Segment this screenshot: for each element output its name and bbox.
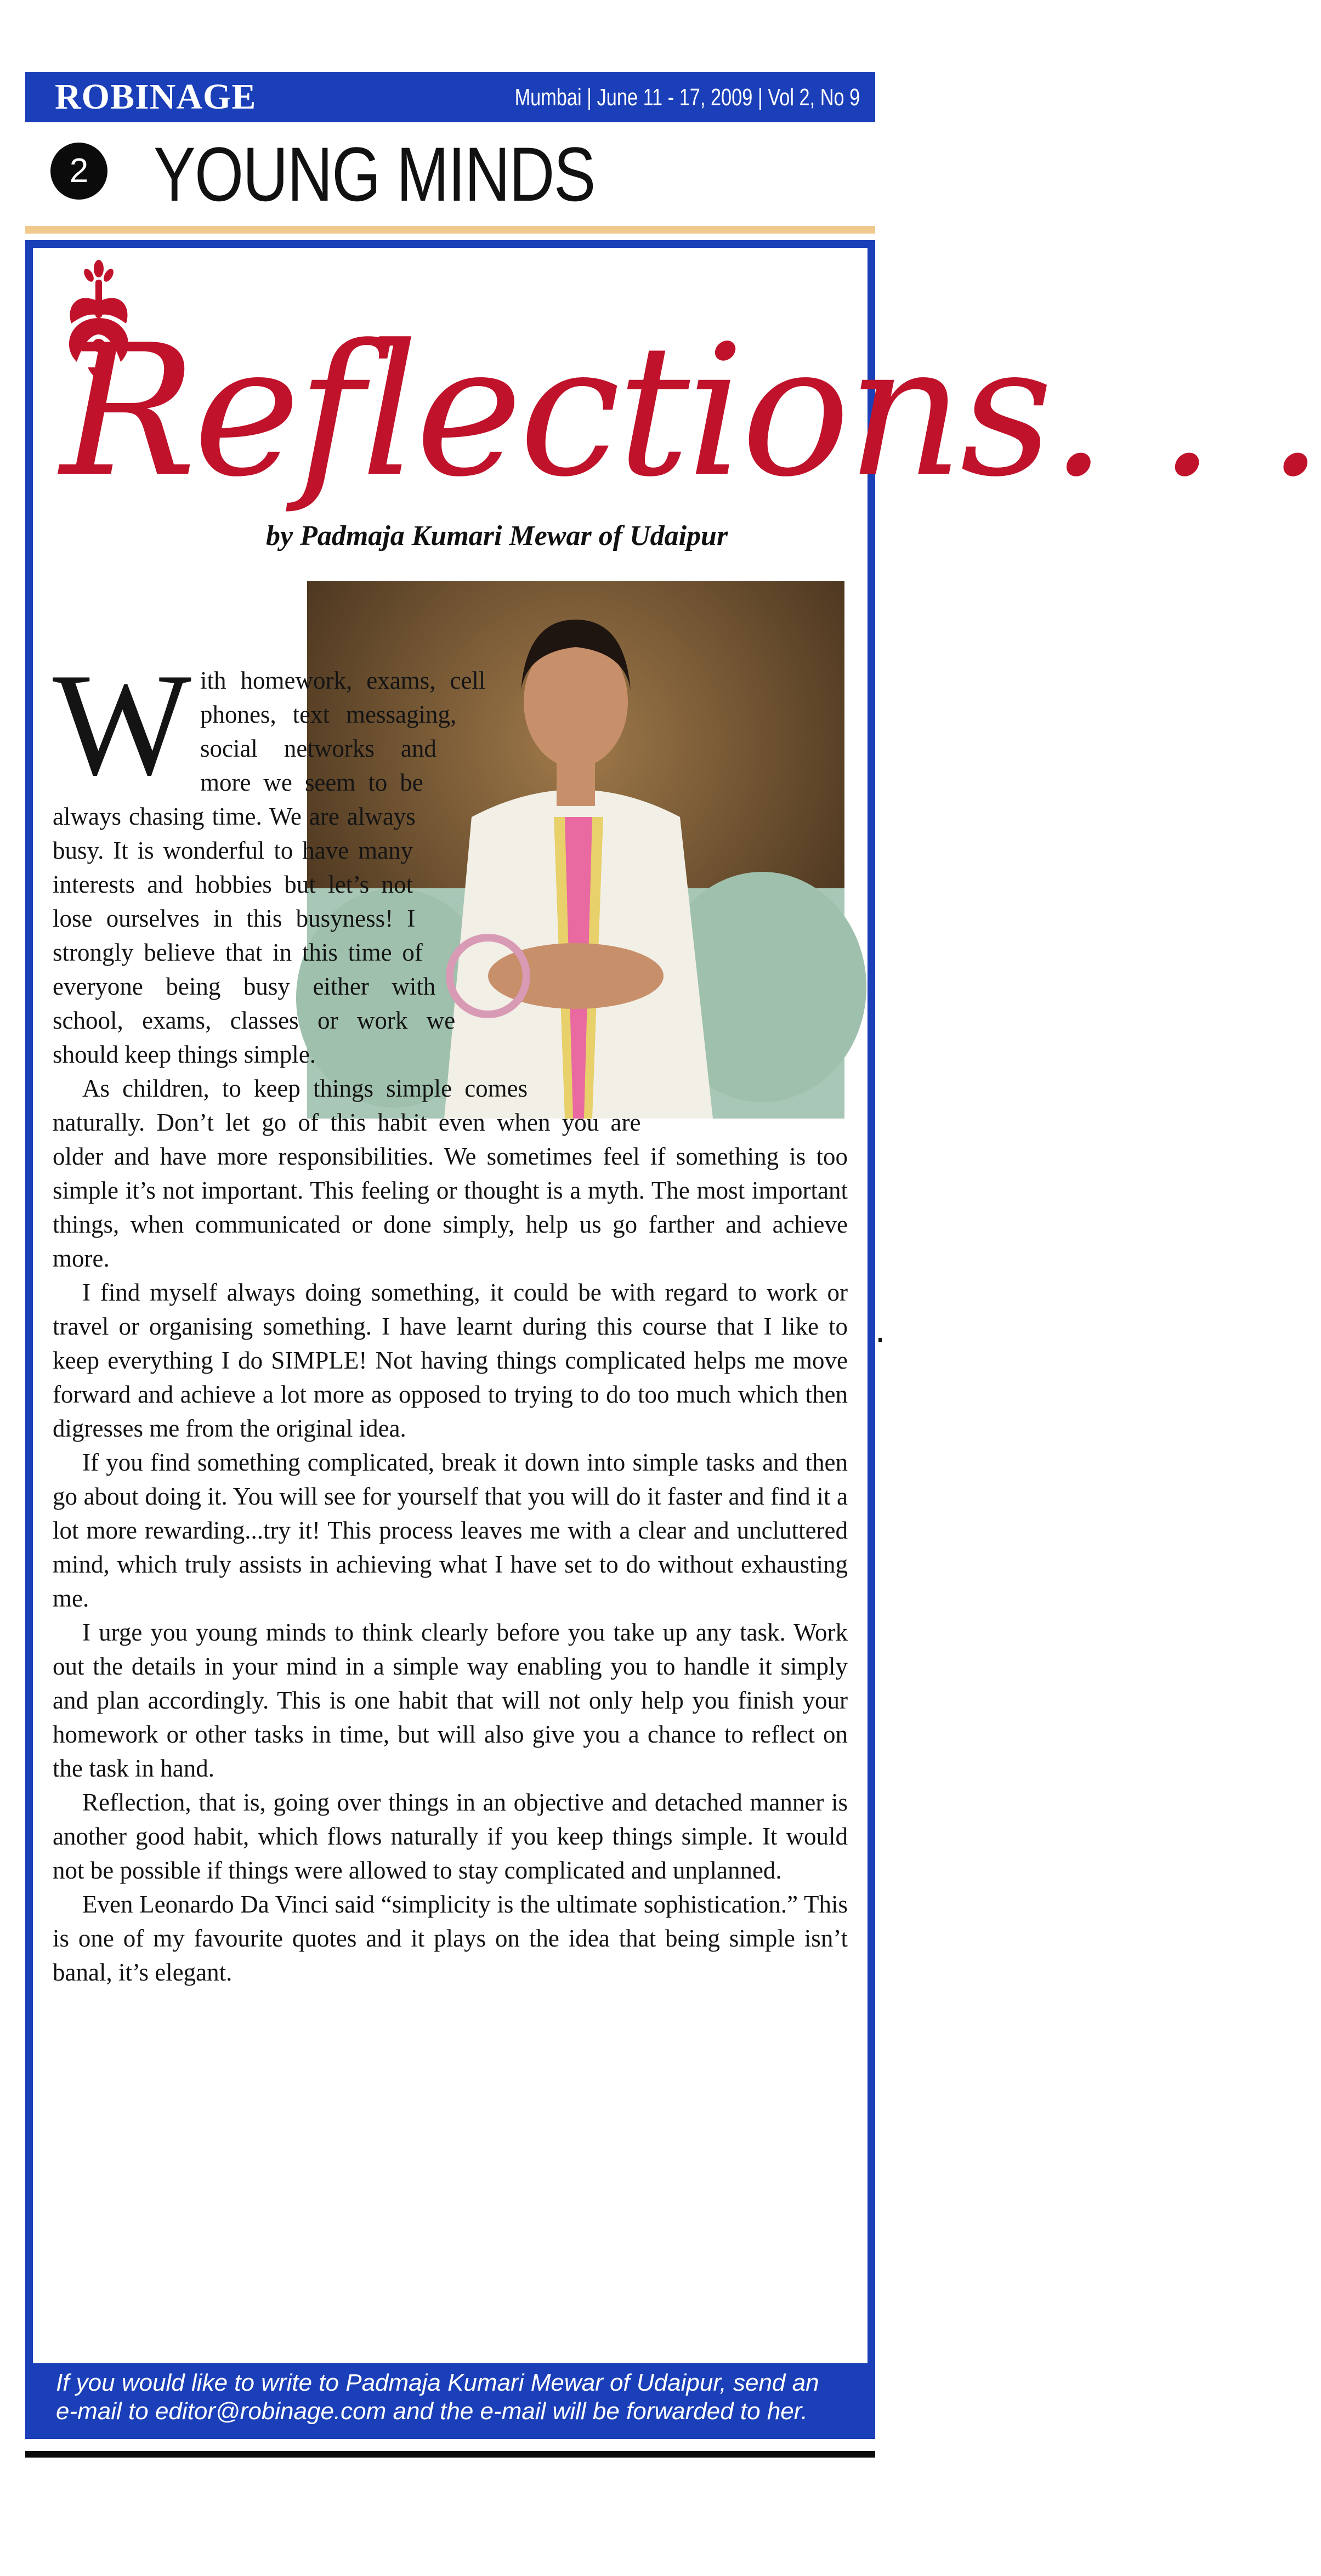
masthead-bar <box>25 72 875 122</box>
lead-paragraph: ith homework, exams, cell phones, text messaging, social networks and more we seem to be always chasing time. We are always busy. It is wonderful to have many interests and hobbies but let’s not lose ourselves in this busyness! I strongly believe that in this time of everyone being busy either with school, exams, classes or work we should keep things simple. <box>53 667 486 1068</box>
body-paragraph: As children, to keep things simple comes naturally. Don’t let go of this habit even when you are older and have more responsibilities. We sometimes feel if something is too simple it’s not important. This feeling or thought is a myth. The most important things, when communicated or done simply, help us go farther and achieve more. <box>53 1075 848 1272</box>
issue-info: Mumbai | June 11 - 17, 2009 | Vol 2, No 9 <box>514 84 860 111</box>
publication-name: ROBINAGE <box>55 77 257 117</box>
article-title: Reflections. . . <box>60 306 1321 517</box>
body-paragraph: I urge you young minds to think clearly before you take up any task. Work out the details in your mind in a simple way enabling you to handle it simply and plan accordingly. This is one habit that will not only help you finish your homework or other tasks in time, but will also give you a chance to reflect on the task in hand. <box>53 1619 848 1782</box>
body-paragraph: Even Leonardo Da Vinci said “simplicity is the ultimate sophistication.” This is one of my favourite quotes and it plays on the idea that being simple isn’t banal, it’s elegant. <box>53 1891 848 1986</box>
body-paragraph: I find myself always doing something, it could be with regard to work or travel or organising something. I have learnt during this course that I like to keep everything I do SIMPLE! Not having things complicated helps me move forward and achieve a lot more as opposed to trying to do too much which then digresses me from the original idea. <box>53 1279 848 1442</box>
article-body <box>53 643 848 1989</box>
article-byline: by Padmaja Kumari Mewar of Udaipur <box>266 520 728 552</box>
body-paragraph: If you find something complicated, break it down into simple tasks and then go about doing it. You will see for yourself that you will do it faster and find it a lot more rewarding...try it! This process leaves me with a clear and uncluttered mind, which truly assists in achieving what I have set to do without exhausting me. <box>53 1449 848 1612</box>
contact-footer <box>33 2363 868 2431</box>
margin-mark <box>878 1338 882 1342</box>
body-paragraph: Reflection, that is, going over things in an objective and detached manner is another good habit, which flows naturally if you keep things simple. It would not be possible if things were allowed to stay complicated and unplanned. <box>53 1789 848 1884</box>
bottom-rule <box>25 2451 875 2458</box>
contact-note: If you would like to write to Padmaja Kumari Mewar of Udaipur, send an e-mail to editor@robinage.com and the e-mail will be forwarded to her. <box>56 2369 819 2425</box>
page-number-badge: 2 <box>50 143 107 200</box>
drop-cap: W <box>53 643 191 805</box>
section-title: YOUNG MINDS <box>154 131 595 217</box>
section-divider <box>25 226 875 234</box>
